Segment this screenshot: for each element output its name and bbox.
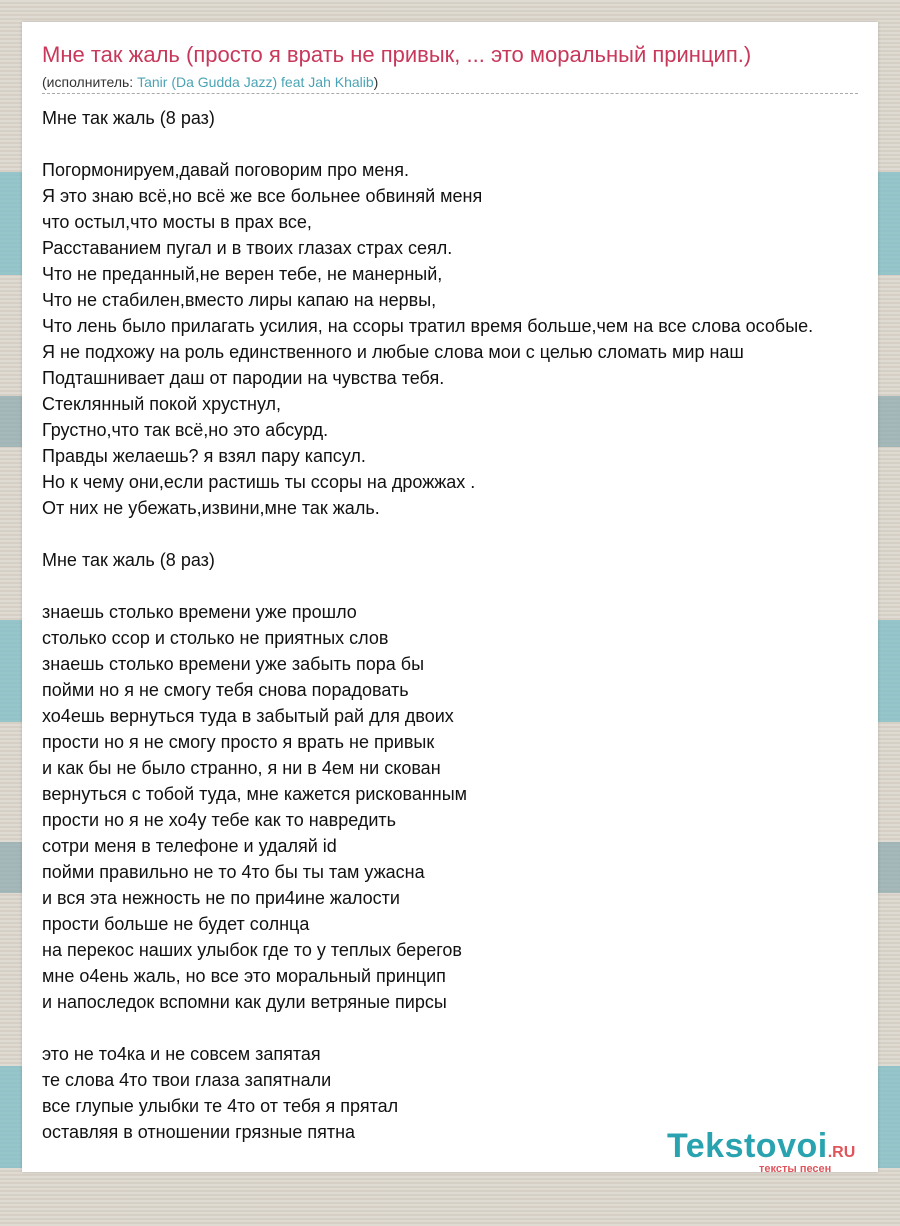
lyric-line: Грустно,что так всё,но это абсурд. bbox=[42, 420, 329, 440]
lyric-line: и как бы не было странно, я ни в 4ем ни скован bbox=[42, 758, 441, 778]
lyric-line: знаешь столько времени уже прошло bbox=[42, 602, 357, 622]
lyric-line: прости но я не смогу просто я врать не привык bbox=[42, 732, 435, 752]
lyric-line: Правды желаешь? я взял пару капсул. bbox=[42, 446, 366, 466]
lyric-line: Что не стабилен,вместо лиры капаю на нервы, bbox=[42, 290, 437, 310]
lyric-line: пойми но я не смогу тебя снова порадовать bbox=[42, 680, 409, 700]
artist-line bbox=[42, 74, 378, 90]
lyric-line: Но к чему они,если растишь ты ссоры на дрожжах . bbox=[42, 472, 476, 492]
logo-name: Tekstovoi bbox=[667, 1127, 828, 1165]
logo-tagline: тексты песен bbox=[759, 1163, 832, 1175]
lyric-line: Что лень было прилагать усилия, на ссоры тратил время больше,чем на все слова особые. bbox=[42, 316, 814, 336]
artist-suffix: ) bbox=[373, 74, 379, 90]
lyric-line: Расставанием пугал и в твоих глазах страх сеял. bbox=[42, 238, 453, 258]
lyric-line: Мне так жаль (8 раз) bbox=[42, 550, 215, 570]
lyrics-card bbox=[22, 22, 878, 1175]
lyric-line: это не то4ка и не совсем запятая bbox=[42, 1044, 321, 1064]
lyric-line: сотри меня в телефоне и удаляй id bbox=[42, 836, 337, 856]
lyrics-text bbox=[42, 105, 813, 1145]
lyric-line: все глупые улыбки те 4то от тебя я прятал bbox=[42, 1096, 399, 1116]
lyric-line: Мне так жаль (8 раз) bbox=[42, 108, 215, 128]
lyric-line: знаешь столько времени уже забыть пора бы bbox=[42, 654, 425, 674]
lyric-line: мне о4ень жаль, но все это моральный принцип bbox=[42, 966, 446, 986]
site-logo[interactable] bbox=[667, 1127, 877, 1177]
lyric-line: Стеклянный покой хрустнул, bbox=[42, 394, 282, 414]
lyric-line: те слова 4то твои глаза запятнали bbox=[42, 1070, 332, 1090]
lyric-line: Погормонируем,давай поговорим про меня. bbox=[42, 160, 410, 180]
lyric-line: и вся эта нежность не по при4ине жалости bbox=[42, 888, 400, 908]
title-divider bbox=[42, 93, 858, 94]
song-title: Мне так жаль (просто я врать не привык, ... это моральный принцип.) bbox=[42, 42, 752, 67]
lyric-line: на перекос наших улыбок где то у теплых берегов bbox=[42, 940, 462, 960]
logo-domain: .RU bbox=[827, 1144, 856, 1161]
lyric-line: Подташнивает даш от пародии на чувства тебя. bbox=[42, 368, 445, 388]
lyric-line: прости больше не будет солнца bbox=[42, 914, 310, 934]
lyric-line: Что не преданный,не верен тебе, не манерный, bbox=[42, 264, 443, 284]
lyric-line: что остыл,что мосты в прах все, bbox=[42, 212, 312, 232]
lyric-line: и напоследок вспомни как дули ветряные пирсы bbox=[42, 992, 447, 1012]
lyric-line: столько ссор и столько не приятных слов bbox=[42, 628, 389, 648]
lyric-line: Я не подхожу на роль единственного и любые слова мои с целью сломать мир наш bbox=[42, 342, 744, 362]
lyric-line: прости но я не хо4у тебе как то навредить bbox=[42, 810, 397, 830]
lyric-line: оставляя в отношении грязные пятна bbox=[42, 1122, 356, 1142]
artist-prefix: (исполнитель: bbox=[42, 74, 138, 90]
lyric-line: Я это знаю всё,но всё же все больнее обвиняй меня bbox=[42, 186, 483, 206]
artist-link[interactable]: Tanir (Da Gudda Jazz) feat Jah Khalib bbox=[137, 74, 374, 90]
lyric-line: пойми правильно не то 4то бы ты там ужасна bbox=[42, 862, 425, 882]
lyric-line: хо4ешь вернуться туда в забытый рай для двоих bbox=[42, 706, 454, 726]
lyric-line: От них не убежать,извини,мне так жаль. bbox=[42, 498, 380, 518]
lyric-line: вернуться с тобой туда, мне кажется рискованным bbox=[42, 784, 468, 804]
